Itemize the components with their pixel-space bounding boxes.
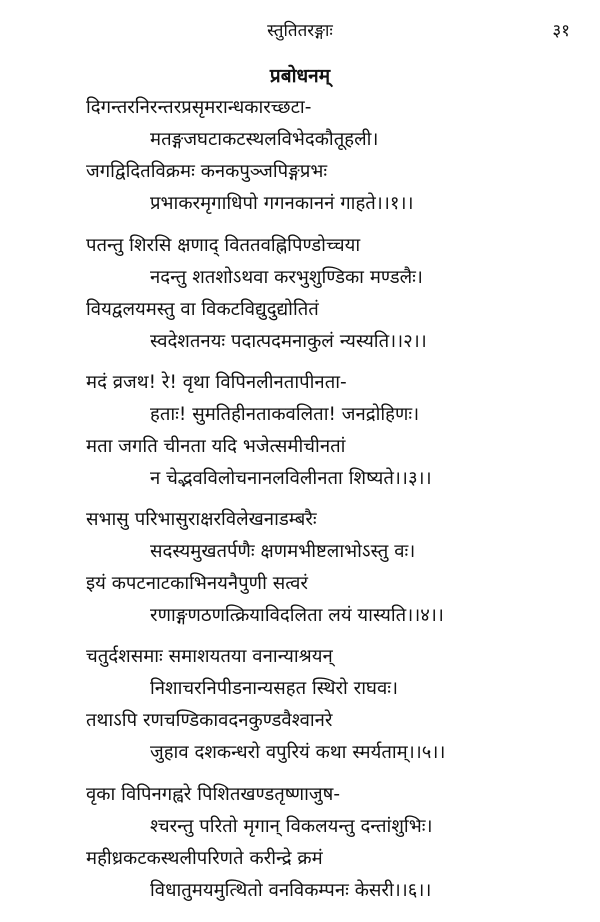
verse-6-line-1: वृका विपिनगह्वरे पिशितखण्डतृष्णाजुष- — [86, 784, 340, 805]
verse-4-line-1: सभासु परिभासुराक्षरविलेखनाडम्बरैः — [86, 509, 317, 530]
verse-6-line-4: विधातुमयमुत्थितो वनविकम्पनः केसरी।।६।। — [150, 880, 432, 901]
verse-4-line-3: इयं कपटनाटकाभिनयनैपुणी सत्वरं — [86, 573, 308, 594]
verse-2-line-4: स्वदेशतनयः पदात्पदमनाकुलं न्यस्यति।।२।। — [150, 331, 427, 352]
verse-2-line-1: पतन्तु शिरसि क्षणाद् विततवह्निपिण्डोच्चया — [86, 235, 361, 256]
running-title: स्तुतितरङ्गाः — [267, 21, 333, 41]
verse-2-line-3: वियद्वलयमस्तु वा विकटविद्युदुद्योतितं — [86, 299, 319, 320]
verse-3-line-1: मदं व्रजथ! रे! वृथा विपिनलीनतापीनता- — [86, 372, 347, 393]
verse-3-line-2: हताः! सुमतिहीनताकवलिता! जनद्रोहिणः। — [150, 404, 420, 425]
verse-5-line-1: चतुर्दशसमाः समाशयतया वनान्याश्रयन् — [86, 646, 333, 667]
verse-2-line-2: नदन्तु शतशोऽथवा करभुशुण्डिका मण्डलैः। — [150, 267, 423, 288]
page-number: ३१ — [552, 21, 570, 41]
verse-5-line-3: तथाऽपि रणचण्डिकावदनकुण्डवैश्वानरे — [86, 710, 333, 731]
verse-3-line-3: मता जगति चीनता यदि भजेत्समीचीनतां — [86, 436, 346, 457]
verse-1-line-4: प्रभाकरमृगाधिपो गगनकाननं गाहते।।१।। — [150, 193, 414, 214]
verse-4-line-4: रणाङ्गणठणत्क्रियाविदलिता लयं यास्यति।।४।। — [150, 605, 444, 626]
verse-4-line-2: सदस्यमुखतर्पणैः क्षणमभीष्टलाभोऽस्तु वः। — [150, 541, 416, 562]
verse-6-line-3: महीध्रकटकस्थलीपरिणते करीन्द्रे क्रमं — [86, 848, 323, 869]
verse-1-line-1: दिगन्तरनिरन्तरप्रसृमरान्धकारच्छटा- — [86, 97, 312, 118]
verse-5-line-2: निशाचरनिपीडनान्यसहत स्थिरो राघवः। — [150, 678, 399, 699]
verse-1-line-3: जगद्विदितविक्रमः कनकपुञ्जपिङ्गप्रभः — [86, 161, 328, 182]
verse-5-line-4: जुहाव दशकन्धरो वपुरियं कथा स्मर्यताम्।।५।। — [150, 742, 446, 763]
verse-1-line-2: मतङ्गजघटाकटस्थलविभेदकौतूहली। — [150, 129, 379, 150]
verse-6-line-2: श्चरन्तु परितो मृगान् विकलयन्तु दन्तांशुभिः। — [150, 816, 433, 837]
verse-3-line-4: न चेद्भवविलोचनानलविलीनता शिष्यते।।३।। — [150, 468, 432, 489]
section-title: प्रबोधनम् — [269, 65, 331, 87]
